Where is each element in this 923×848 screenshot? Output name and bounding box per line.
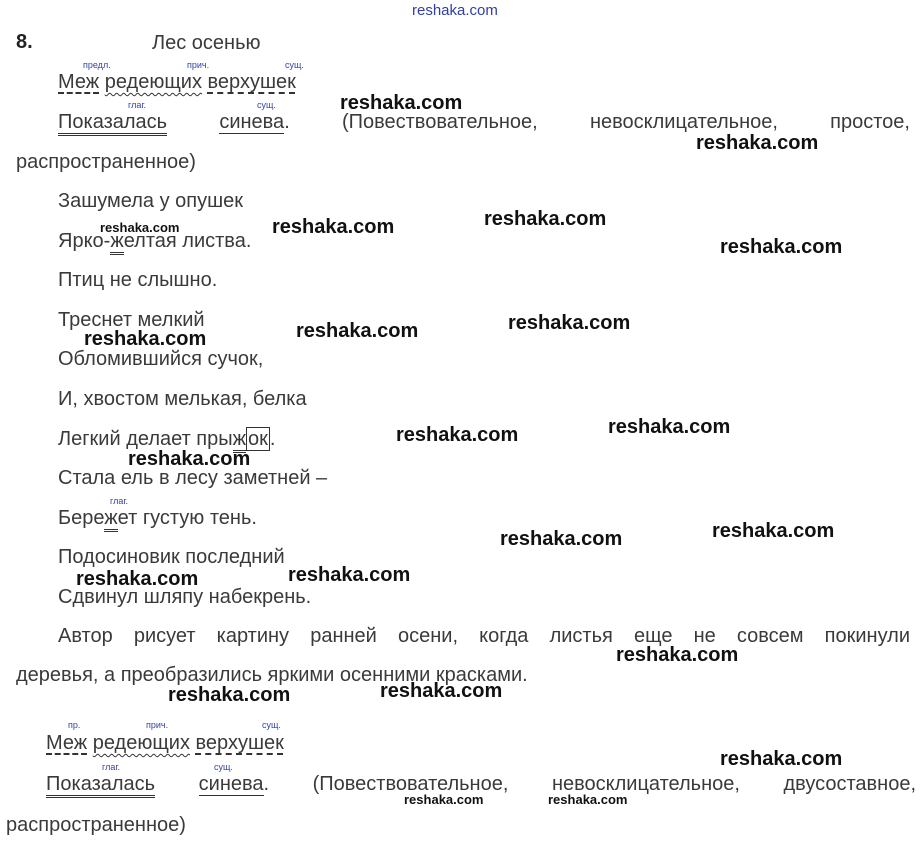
watermark: reshaka.com	[500, 528, 623, 550]
watermark: reshaka.com	[288, 564, 411, 586]
watermark: reshaka.com	[340, 92, 463, 114]
task-number: 8.	[16, 31, 33, 53]
watermark: reshaka.com	[508, 312, 631, 334]
site-header[interactable]: reshaka.com	[412, 2, 498, 19]
watermark: reshaka.com	[696, 132, 819, 154]
word-subject: синева	[219, 111, 285, 133]
poem-title: Лес осенью	[152, 32, 261, 54]
watermark: reshaka.com	[396, 424, 519, 446]
annotation: глаг.	[102, 762, 121, 772]
watermark: reshaka.com	[76, 568, 199, 590]
annotation: сущ.	[257, 100, 276, 110]
poem-line: И, хвостом мелькая, белка	[58, 388, 307, 410]
poem-line: Легкий делает прыж ок .	[58, 428, 275, 451]
poem-line: Обломившийся сучок,	[58, 348, 264, 370]
annotation: прич.	[146, 720, 169, 730]
watermark: reshaka.com	[272, 216, 395, 238]
poem-line: Треснет мелкий	[58, 309, 205, 331]
annotation: предл.	[83, 60, 111, 70]
word-ending-box: ок	[248, 428, 268, 450]
analysis-line: Показалась синева. (Повествовательное, невосклицательное, двусоставное,	[46, 773, 916, 796]
poem-line: Показалась синева. (Повествовательное, невосклицательное, простое,	[58, 111, 910, 134]
analysis-line: Меж редеющих верхушек	[46, 732, 284, 754]
word-preposition: Меж	[58, 71, 100, 93]
word-predicate: Показалась	[58, 111, 167, 136]
watermark: reshaka.com	[712, 520, 835, 542]
watermark: reshaka.com	[720, 236, 843, 258]
annotation: глаг.	[110, 496, 129, 506]
poem-line: Зашумела у опушек	[58, 190, 244, 212]
watermark: reshaka.com	[128, 448, 251, 470]
watermark: reshaka.com	[168, 684, 291, 706]
watermark: reshaka.com	[100, 220, 180, 235]
annotation: сущ.	[214, 762, 233, 772]
poem-line	[58, 71, 296, 94]
watermark: reshaka.com	[296, 320, 419, 342]
poem-line: Ярко-желтая листва.	[58, 230, 251, 253]
poem-line: Птиц не слышно.	[58, 269, 218, 291]
annotation: сущ.	[262, 720, 281, 730]
watermark: reshaka.com	[720, 748, 843, 770]
watermark: reshaka.com	[380, 680, 503, 702]
annotation: прич.	[187, 60, 210, 70]
analysis-line: деревья, а преобразились яркими осенними красками.	[16, 664, 528, 686]
poem-line: Стала ель в лесу заметней –	[58, 467, 328, 489]
watermark: reshaka.com	[616, 644, 739, 666]
word-noun: верхушек	[207, 71, 296, 93]
annotation: сущ.	[285, 60, 304, 70]
annotation: глаг.	[128, 100, 147, 110]
watermark: reshaka.com	[484, 208, 607, 230]
watermark: reshaka.com	[84, 328, 207, 350]
poem-line: Сдвинул шляпу набекрень.	[58, 586, 312, 608]
word-participle: редеющих	[104, 71, 202, 93]
analysis-line: распространенное)	[6, 814, 186, 836]
analysis-line: Автор рисует картину ранней осени, когда листья еще не совсем покинули	[58, 625, 910, 647]
watermark: reshaka.com	[404, 792, 484, 807]
watermark: reshaka.com	[548, 792, 628, 807]
poem-line: распространенное)	[16, 151, 196, 173]
annotation: пр.	[68, 720, 81, 730]
poem-line: Подосиновик последний	[58, 546, 285, 568]
watermark: reshaka.com	[608, 416, 731, 438]
poem-line: Бережет густую тень.	[58, 507, 257, 530]
